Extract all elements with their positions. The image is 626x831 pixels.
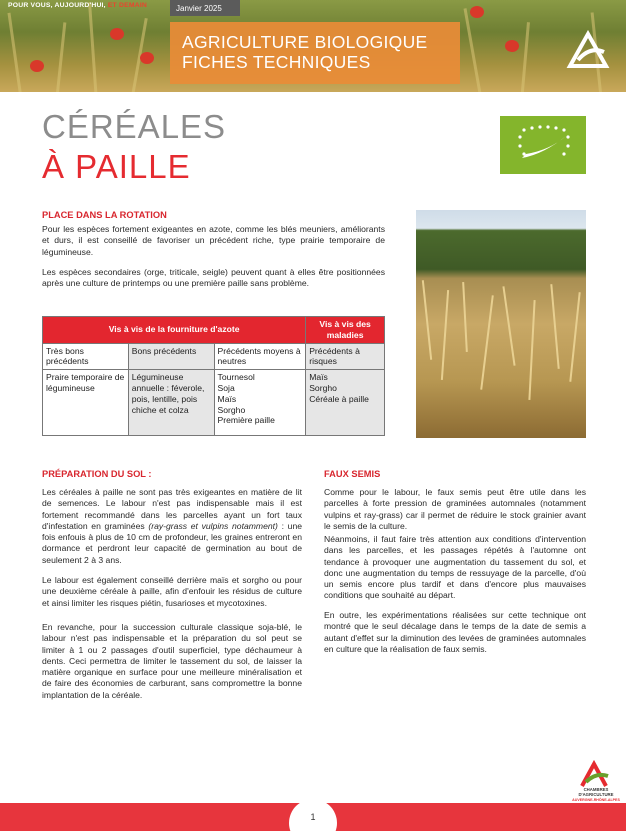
page-title-line2: À PAILLE — [42, 148, 191, 185]
preparation-p1-text-b: : une fois enfouis à plus de 10 cm de profondeur, les graines entreront en dormance et perdront leur capacité de germination au bout de seulement 2 à 3 ans. — [42, 520, 302, 565]
table-cell-risques: Maïs Sorgho Céréale à paille — [306, 370, 385, 436]
rotation-table — [42, 316, 385, 436]
table-header-azote: Vis à vis de la fourniture d'azote — [43, 317, 306, 344]
table-label-bons: Bons précédents — [128, 343, 214, 370]
table-header-maladies: Vis à vis des maladies — [306, 317, 385, 344]
footer-logo-line3: AUVERGNE-RHÔNE-ALPES — [572, 797, 620, 802]
rotation-paragraph-2: Les espèces secondaires (orge, triticale, seigle) peuvent quant à elles être positionnées après une culture de printemps ou une première paille sans problème. — [42, 267, 385, 289]
rotation-heading: PLACE DANS LA ROTATION — [42, 210, 167, 220]
page-number: 1 — [310, 812, 316, 822]
header-banner — [0, 0, 626, 92]
tagline-prefix: POUR VOUS, AUJOURD'HUI, — [8, 2, 106, 9]
footer-logo-line1: CHAMBRES — [583, 787, 609, 792]
eu-organic-logo-icon — [500, 116, 586, 174]
footer-logo-line2: D'AGRICULTURE — [578, 791, 614, 797]
preparation-paragraph-2: Le labour est également conseillé derrière maïs et sorgho ou pour une deuxième céréale à paille, afin d'enfouir les résidus de culture et ainsi limiter les risques piétin, fusarioses et mycotoxines. — [42, 575, 302, 608]
page-title-line1: CÉRÉALES — [42, 108, 227, 145]
faux-semis-paragraph-2: Néanmoins, il faut faire très attention aux conditions d'intervention dans les parcelles, et les passages répétés à l'automne ont tendance à provoquer une augmentation du tassement du sol, et donc une augmentation du temps de ressuyage de la parcelle, d'où un semis encore plus tardif et dans d'encore plus mauvaises conditions que souhaité au départ. — [324, 534, 586, 601]
table-label-tres-bons: Très bons précédents — [43, 343, 129, 370]
tagline — [8, 2, 147, 9]
series-title-box — [170, 22, 460, 84]
table-cell-bons: Légumineuse annuelle : féverole, pois, lentille, pois chiche et colza — [128, 370, 214, 436]
faux-semis-paragraph-3: En outre, les expérimentations réalisées sur cette technique ont montré que le seul décalage dans le temps de la date de semis a autant d'effet sur la diminution des levées de graminées automnales en culture que la réalisation de faux semis. — [324, 610, 586, 654]
faux-semis-heading: FAUX SEMIS — [324, 469, 381, 479]
preparation-p1-italic: (ray-grass et vulpins notamment) — [148, 520, 278, 531]
table-label-risques: Précédents à risques — [306, 343, 385, 370]
table-cell-moyens: Tournesol Soja Maïs Sorgho Première paille — [214, 370, 306, 436]
tagline-suffix: ET DEMAIN — [107, 2, 148, 9]
chambre-agriculture-logo-icon — [566, 30, 612, 70]
series-title-line2: FICHES TECHNIQUES — [182, 52, 371, 72]
preparation-paragraph-1 — [42, 487, 302, 566]
preparation-p1-text-a: Les céréales à paille ne sont pas très exigeantes en matière de lit de semences. Le labour n'est pas indispensable mais il est fortement recommandé dans les parcelles ayant un fort taux d'infestation en graminées — [42, 487, 302, 531]
table-label-moyens: Précédents moyens à neutres — [214, 343, 306, 370]
table-cell-tres-bons: Praire temporaire de légumineuse — [43, 370, 129, 436]
faux-semis-paragraph-1: Comme pour le labour, le faux semis peut être utile dans les parcelles à forte pression de graminées automnales (notamment vulpins et ray-grass) car il permet de réduire le stock grainier avant le semis de la culture. — [324, 487, 586, 531]
wheat-field-photo — [416, 210, 586, 438]
publication-date: Janvier 2025 — [170, 0, 240, 16]
preparation-heading: PRÉPARATION DU SOL : — [42, 469, 152, 479]
preparation-paragraph-3: En revanche, pour la succession culturale classique soja-blé, le labour n'est pas indispensable et la préparation du sol peut se limiter à 1 ou 2 passages d'outil superficiel, type déchaumeur à dents. Ceci permettra de limiter le tassement du sol, de laisser la matière organique en surface pour une meilleure minéralisation et de faire des économies de carburant, sans compromettre la bonne implantation de la céréale. — [42, 622, 302, 700]
series-title-line1: AGRICULTURE BIOLOGIQUE — [182, 32, 428, 52]
rotation-paragraph-1: Pour les espèces fortement exigeantes en azote, comme les blés meuniers, améliorants et durs, il est conseillé de favoriser un précédent riche, type prairie temporaire de légumineuse. — [42, 224, 385, 257]
footer-logo-text — [568, 788, 624, 802]
